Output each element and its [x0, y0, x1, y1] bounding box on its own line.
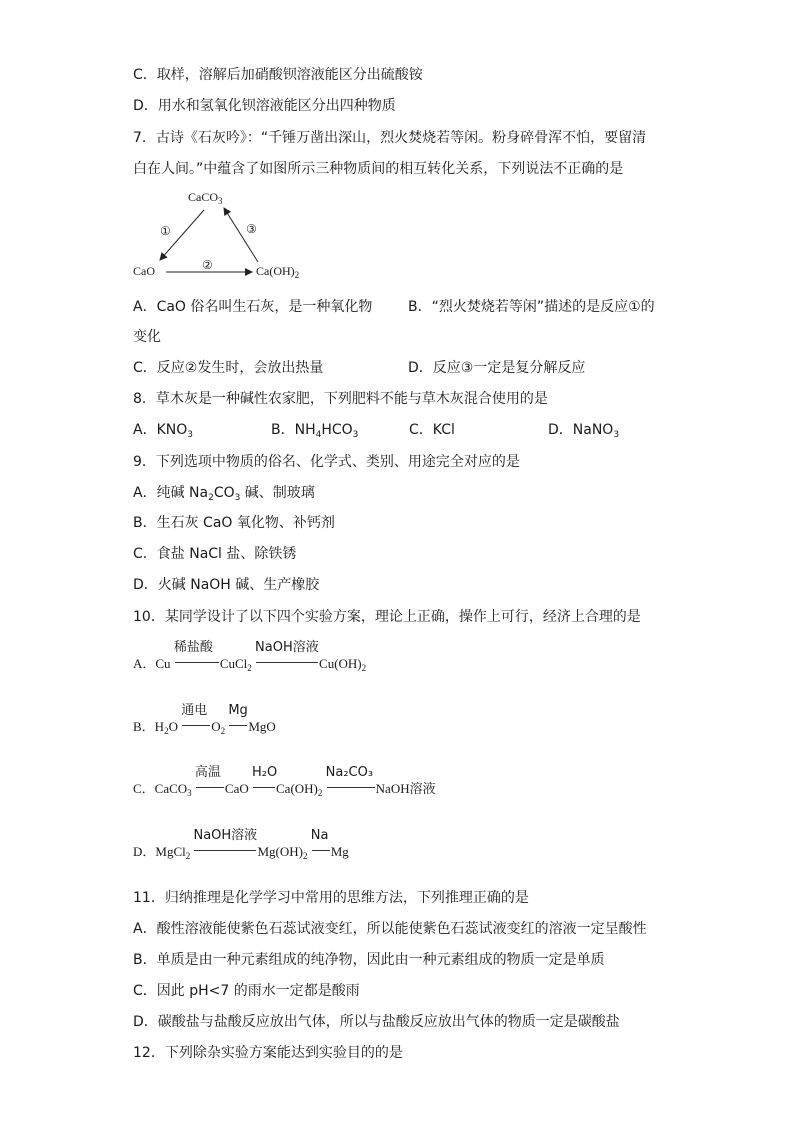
- q11-option-d: D．碳酸盐与盐酸反应放出气体，所以与盐酸反应放出气体的物质一定是碳酸盐: [133, 1014, 620, 1030]
- q7-option-b-cont: 变化: [133, 329, 161, 345]
- q11-stem: 11．归纳推理是化学学习中常用的思维方法，下列推理正确的是: [133, 890, 529, 906]
- q10d-arrow-2: Na: [311, 843, 331, 861]
- q8-option-c: C．KCl: [409, 422, 455, 438]
- q8-stem: 8．草木灰是一种碱性农家肥，下列肥料不能与草木灰混合使用的是: [133, 391, 548, 407]
- diagram-marker-1: ①: [160, 224, 171, 238]
- q6-option-d: D．用水和氢氧化钡溶液能区分出四种物质: [133, 98, 396, 114]
- q8-option-d: D．NaNO$_3$: [548, 422, 620, 440]
- q9-option-c: C．食盐 NaCl 盐、除铁锈: [133, 546, 297, 562]
- q11-option-b: B．单质是由一种元素组成的纯净物，因此由一种元素组成的物质一定是单质: [133, 952, 605, 968]
- diagram-marker-2: ②: [202, 258, 213, 272]
- q10a-arrow-1: 稀盐酸: [174, 655, 220, 673]
- q11-option-a: A．酸性溶液能使紫色石蕊试液变红，所以能使紫色石蕊试液变红的溶液一定呈酸性: [133, 921, 647, 937]
- q9-option-d: D．火碱 NaOH 碱、生产橡胶: [133, 577, 320, 593]
- q7-stem-line2: 白在人间。”中蕴含了如图所示三种物质间的相互转化关系，下列说法不正确的是: [133, 161, 624, 177]
- q12-stem: 12．下列除杂实验方案能达到实验目的的是: [133, 1045, 403, 1061]
- q10-option-c: C．CaCO$_3$ 高温 CaO H₂O $Ca(OH)_2$ Na₂CO₃ NaOH溶液: [133, 765, 436, 798]
- q10a-arrow-2: NaOH溶液: [255, 655, 319, 673]
- q9-option-a: A．纯碱 $Na_2CO_3$ 碱、制玻璃: [133, 485, 315, 503]
- q10-option-b: B．$H_2O$ 通电 $O_2$ Mg MgO: [133, 703, 276, 736]
- q10b-arrow-1: 通电: [181, 718, 211, 736]
- diagram-marker-3: ③: [246, 222, 257, 236]
- q8-option-b: B．$NH_4HCO_3$: [271, 422, 359, 440]
- q9-option-b: B．生石灰 CaO 氧化物、补钙剂: [133, 515, 335, 531]
- diagram-node-cao: CaO: [133, 264, 155, 278]
- conversion-diagram: [130, 188, 330, 288]
- q10b-arrow-2: Mg: [228, 718, 248, 736]
- q8-option-a: A．$KNO_3$: [133, 422, 193, 440]
- diagram-node-caoh2: $Ca(OH)_2$: [256, 264, 300, 280]
- q7-option-c: C．反应②发生时，会放出热量: [133, 360, 324, 376]
- q7-option-a: A．CaO 俗名叫生石灰，是一种氧化物: [133, 299, 373, 315]
- q10c-arrow-1: 高温: [195, 780, 225, 798]
- q10d-arrow-1: NaOH溶液: [193, 843, 257, 861]
- q6-option-c: C．取样，溶解后加硝酸钡溶液能区分出硫酸铵: [133, 67, 423, 83]
- q10-option-a: A．Cu 稀盐酸 CuCl$_2$ NaOH溶液 $Cu(OH)_2$: [133, 640, 367, 673]
- q11-option-c: C．因此 pH<7 的雨水一定都是酸雨: [133, 983, 360, 999]
- q10-option-d: D．MgCl$_2$ NaOH溶液 $Mg(OH)_2$ Na Mg: [133, 828, 349, 861]
- q10c-arrow-3: Na₂CO₃: [326, 780, 376, 798]
- diagram-node-caco3: CaCO$_3$: [188, 190, 223, 206]
- q7-option-d: D．反应③一定是复分解反应: [408, 360, 586, 376]
- q9-stem: 9．下列选项中物质的俗名、化学式、类别、用途完全对应的是: [133, 454, 520, 470]
- q10c-arrow-2: H₂O: [252, 780, 276, 798]
- q7-option-b: B．“烈火焚烧若等闲”描述的是反应①的: [408, 299, 655, 315]
- q7-stem-line1: 7．古诗《石灰吟》：“千锤万凿出深山，烈火焚烧若等闲。粉身碎骨浑不怕，要留清: [133, 130, 647, 146]
- q10-stem: 10．某同学设计了以下四个实验方案，理论上正确，操作上可行，经济上合理的是: [133, 609, 641, 625]
